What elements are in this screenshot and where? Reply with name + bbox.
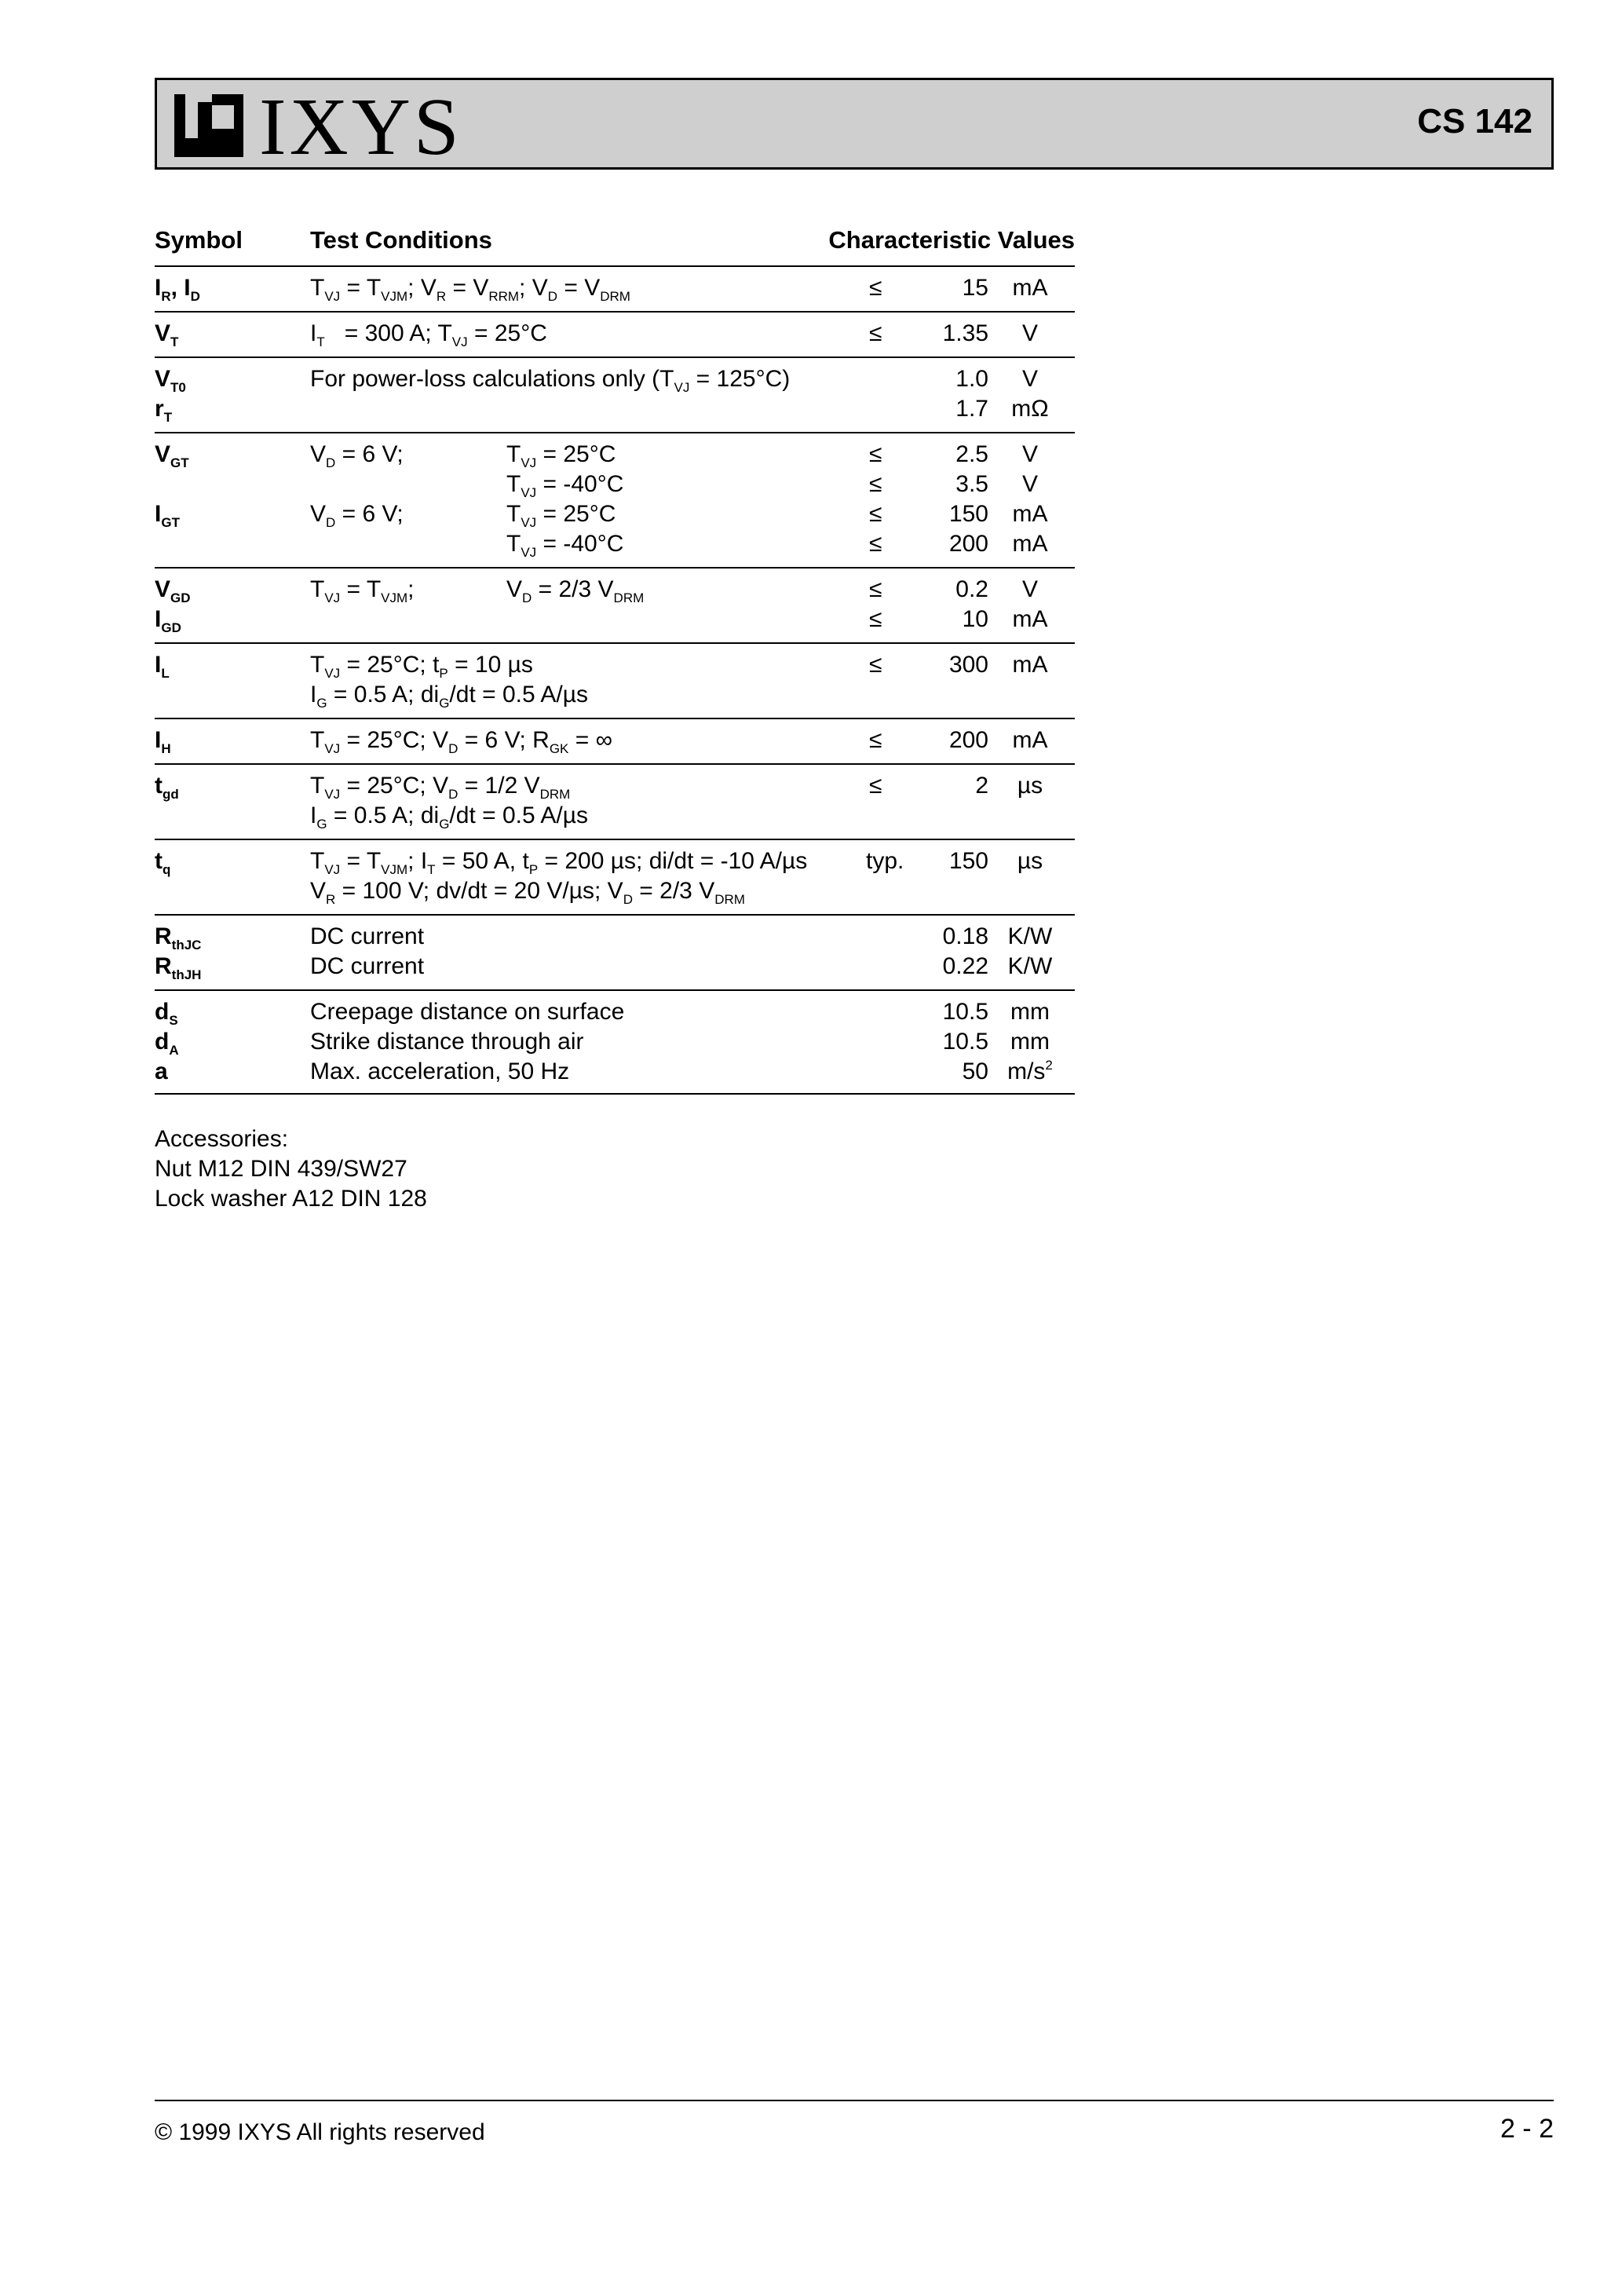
table-rule bbox=[155, 989, 1075, 991]
table-row bbox=[155, 470, 1075, 499]
table-row bbox=[155, 876, 1075, 906]
footer-rule bbox=[155, 2100, 1554, 2101]
unit: K/W bbox=[1007, 923, 1053, 949]
value: 50 bbox=[962, 1058, 988, 1084]
accessory-item: Nut M12 DIN 439/SW27 bbox=[155, 1156, 407, 1182]
table-row bbox=[155, 273, 1075, 303]
condition: $V_D = 6$ V; bbox=[310, 501, 404, 530]
condition: DC current bbox=[310, 923, 425, 949]
value: 2 bbox=[975, 773, 988, 799]
table-rule bbox=[155, 1093, 1075, 1095]
ixys-logo-mark bbox=[174, 88, 250, 163]
table-row bbox=[155, 364, 1075, 394]
unit: mA bbox=[1012, 727, 1048, 753]
le-sign: ≤ bbox=[869, 606, 882, 632]
unit: mΩ bbox=[1011, 396, 1049, 422]
typ-label: typ. bbox=[866, 848, 904, 874]
symbol: $V_{GT}$ bbox=[155, 441, 189, 470]
unit: mA bbox=[1012, 606, 1048, 632]
table-rule bbox=[155, 763, 1075, 765]
symbol: $I_{GD}$ bbox=[155, 606, 181, 635]
condition: $I_T = 300$ A; $T_{VJ} = 25^\circ C$ bbox=[310, 320, 547, 349]
condition: $T_{VJ} = 25^\circ C$; $t_P = 10$ µs bbox=[310, 652, 533, 681]
value: 0.2 bbox=[955, 576, 988, 602]
table-row bbox=[155, 650, 1075, 680]
copyright: © 1999 IXYS All rights reserved bbox=[155, 2119, 485, 2145]
value: 15 bbox=[962, 275, 988, 301]
le-sign: ≤ bbox=[869, 441, 882, 467]
table-row bbox=[155, 319, 1075, 349]
unit: V bbox=[1021, 441, 1038, 467]
le-sign: ≤ bbox=[869, 773, 882, 799]
table-row bbox=[155, 394, 1075, 424]
table-rule bbox=[155, 642, 1075, 644]
table-row bbox=[155, 529, 1075, 559]
unit: mm bbox=[1010, 1029, 1050, 1055]
header-characteristic-values: Characteristic Values bbox=[828, 226, 1075, 254]
symbol: $d_S$ bbox=[155, 999, 178, 1028]
condition: $T_{VJ} = T_{VJM}$; bbox=[310, 576, 415, 605]
page-number: 2 - 2 bbox=[1500, 2114, 1554, 2144]
unit-text: m/s bbox=[1007, 1058, 1046, 1084]
symbol: $V_{T0}$ bbox=[155, 366, 186, 395]
unit: µs bbox=[1017, 773, 1043, 799]
table-row bbox=[155, 726, 1075, 755]
value: 150 bbox=[948, 501, 988, 527]
condition: Max. acceleration, 50 Hz bbox=[310, 1058, 570, 1084]
le-sign: ≤ bbox=[869, 531, 882, 557]
table-rule bbox=[155, 432, 1075, 433]
value: 1.35 bbox=[942, 320, 988, 346]
le-sign: ≤ bbox=[869, 501, 882, 527]
table-row bbox=[155, 922, 1075, 952]
part-number: CS 142 bbox=[1417, 102, 1532, 141]
table-row bbox=[155, 771, 1075, 801]
table-row bbox=[155, 801, 1075, 831]
header-test-conditions: Test Conditions bbox=[310, 226, 492, 254]
unit: mA bbox=[1012, 501, 1048, 527]
value: 10.5 bbox=[942, 999, 988, 1025]
value: 200 bbox=[948, 531, 988, 557]
condition: Strike distance through air bbox=[310, 1029, 584, 1055]
table-row bbox=[155, 440, 1075, 470]
symbol: a bbox=[155, 1058, 168, 1084]
table-row bbox=[155, 575, 1075, 605]
condition: $V_D = 6$ V; bbox=[310, 441, 404, 470]
unit: V bbox=[1021, 576, 1038, 602]
unit: mA bbox=[1012, 531, 1048, 557]
page-header bbox=[155, 78, 1554, 170]
unit: µs bbox=[1017, 848, 1043, 874]
accessory-item: Lock washer A12 DIN 128 bbox=[155, 1186, 427, 1212]
table-rule bbox=[155, 265, 1075, 267]
condition: Creepage distance on surface bbox=[310, 999, 625, 1025]
value: 0.22 bbox=[942, 953, 988, 979]
value: 2.5 bbox=[955, 441, 988, 467]
le-sign: ≤ bbox=[869, 471, 882, 497]
table-row bbox=[155, 680, 1075, 710]
condition: $T_{VJ} = -40^\circ C$ bbox=[506, 531, 624, 560]
table-rule bbox=[155, 311, 1075, 313]
table-row bbox=[155, 1057, 1075, 1087]
symbol: $I_L$ bbox=[155, 652, 170, 681]
le-sign: ≤ bbox=[869, 275, 882, 301]
table-rule bbox=[155, 718, 1075, 719]
unit: V bbox=[1021, 320, 1038, 346]
condition: DC current bbox=[310, 953, 425, 979]
unit: K/W bbox=[1007, 953, 1053, 979]
table-row bbox=[155, 1027, 1075, 1057]
condition: $T_{VJ} = T_{VJM}$; $I_T = 50$ A, $t_P = 200$ µs; di/dt = -10 A/µs bbox=[310, 848, 808, 877]
value: 3.5 bbox=[955, 471, 988, 497]
unit: mA bbox=[1012, 652, 1048, 678]
table-rule bbox=[155, 567, 1075, 569]
accessories-title: Accessories: bbox=[155, 1126, 289, 1152]
unit: $m/s^2$ bbox=[1007, 1058, 1053, 1084]
symbol: $I_R$, $I_D$ bbox=[155, 275, 200, 304]
condition: $V_R = 100$ V; dv/dt = 20 V/µs; $V_D = 2/3$ $V_{DRM}$ bbox=[310, 878, 745, 907]
table-row bbox=[155, 605, 1075, 634]
condition: $I_G = 0.5$ A; $di_G/dt = 0.5$ A/µs bbox=[310, 682, 588, 711]
symbol: $r_T$ bbox=[155, 396, 173, 425]
condition: $T_{VJ} = 25^\circ C$; $V_D = 6$ V; $R_{GK}$ = ∞ bbox=[310, 727, 612, 756]
unit: mA bbox=[1012, 275, 1048, 301]
symbol: $t_q$ bbox=[155, 848, 171, 877]
condition: $T_{VJ} = 25^\circ C$ bbox=[506, 501, 616, 530]
table-row bbox=[155, 846, 1075, 876]
unit: mm bbox=[1010, 999, 1050, 1025]
table-rule bbox=[155, 914, 1075, 916]
table-row bbox=[155, 499, 1075, 529]
symbol: $V_T$ bbox=[155, 320, 179, 349]
value: 300 bbox=[948, 652, 988, 678]
value: 150 bbox=[948, 848, 988, 874]
table-rule bbox=[155, 356, 1075, 358]
symbol: $R_{thJH}$ bbox=[155, 953, 202, 982]
table-row bbox=[155, 997, 1075, 1027]
condition: For power-loss calculations only $(T_{VJ} = 125^\circ C)$ bbox=[310, 366, 791, 395]
symbol: $t_{gd}$ bbox=[155, 773, 179, 802]
le-sign: ≤ bbox=[869, 727, 882, 753]
symbol: $R_{thJC}$ bbox=[155, 923, 202, 952]
condition: $T_{VJ} = 25^\circ C$; $V_D = 1/2$ $V_{DRM}$ bbox=[310, 773, 571, 802]
le-sign: ≤ bbox=[869, 576, 882, 602]
unit: V bbox=[1021, 471, 1038, 497]
symbol: $d_A$ bbox=[155, 1029, 179, 1058]
condition: $T_{VJ} = -40^\circ C$ bbox=[506, 471, 624, 500]
condition: $I_G = 0.5$ A; $di_G/dt = 0.5$ A/µs bbox=[310, 803, 588, 832]
table-rule bbox=[155, 839, 1075, 840]
value: 1.7 bbox=[955, 396, 988, 422]
value: 1.0 bbox=[955, 366, 988, 392]
unit: V bbox=[1021, 366, 1038, 392]
condition: $T_{VJ} = T_{VJM}$; $V_R = V_{RRM}$; $V_D = V_{DRM}$ bbox=[310, 275, 630, 304]
value: 10 bbox=[962, 606, 988, 632]
value: 200 bbox=[948, 727, 988, 753]
symbol: $I_H$ bbox=[155, 727, 171, 756]
le-sign: ≤ bbox=[869, 320, 882, 346]
condition: $T_{VJ} = 25^\circ C$ bbox=[506, 441, 616, 470]
value: 10.5 bbox=[942, 1029, 988, 1055]
header-symbol: Symbol bbox=[155, 226, 243, 254]
symbol: $I_{GT}$ bbox=[155, 501, 180, 530]
symbol: $V_{GD}$ bbox=[155, 576, 191, 605]
table-row bbox=[155, 952, 1075, 982]
le-sign: ≤ bbox=[869, 652, 882, 678]
accessories bbox=[155, 1124, 427, 1214]
condition: $V_D = 2/3$ $V_{DRM}$ bbox=[506, 576, 645, 605]
value: 0.18 bbox=[942, 923, 988, 949]
logo-text: IXYS bbox=[259, 82, 462, 172]
